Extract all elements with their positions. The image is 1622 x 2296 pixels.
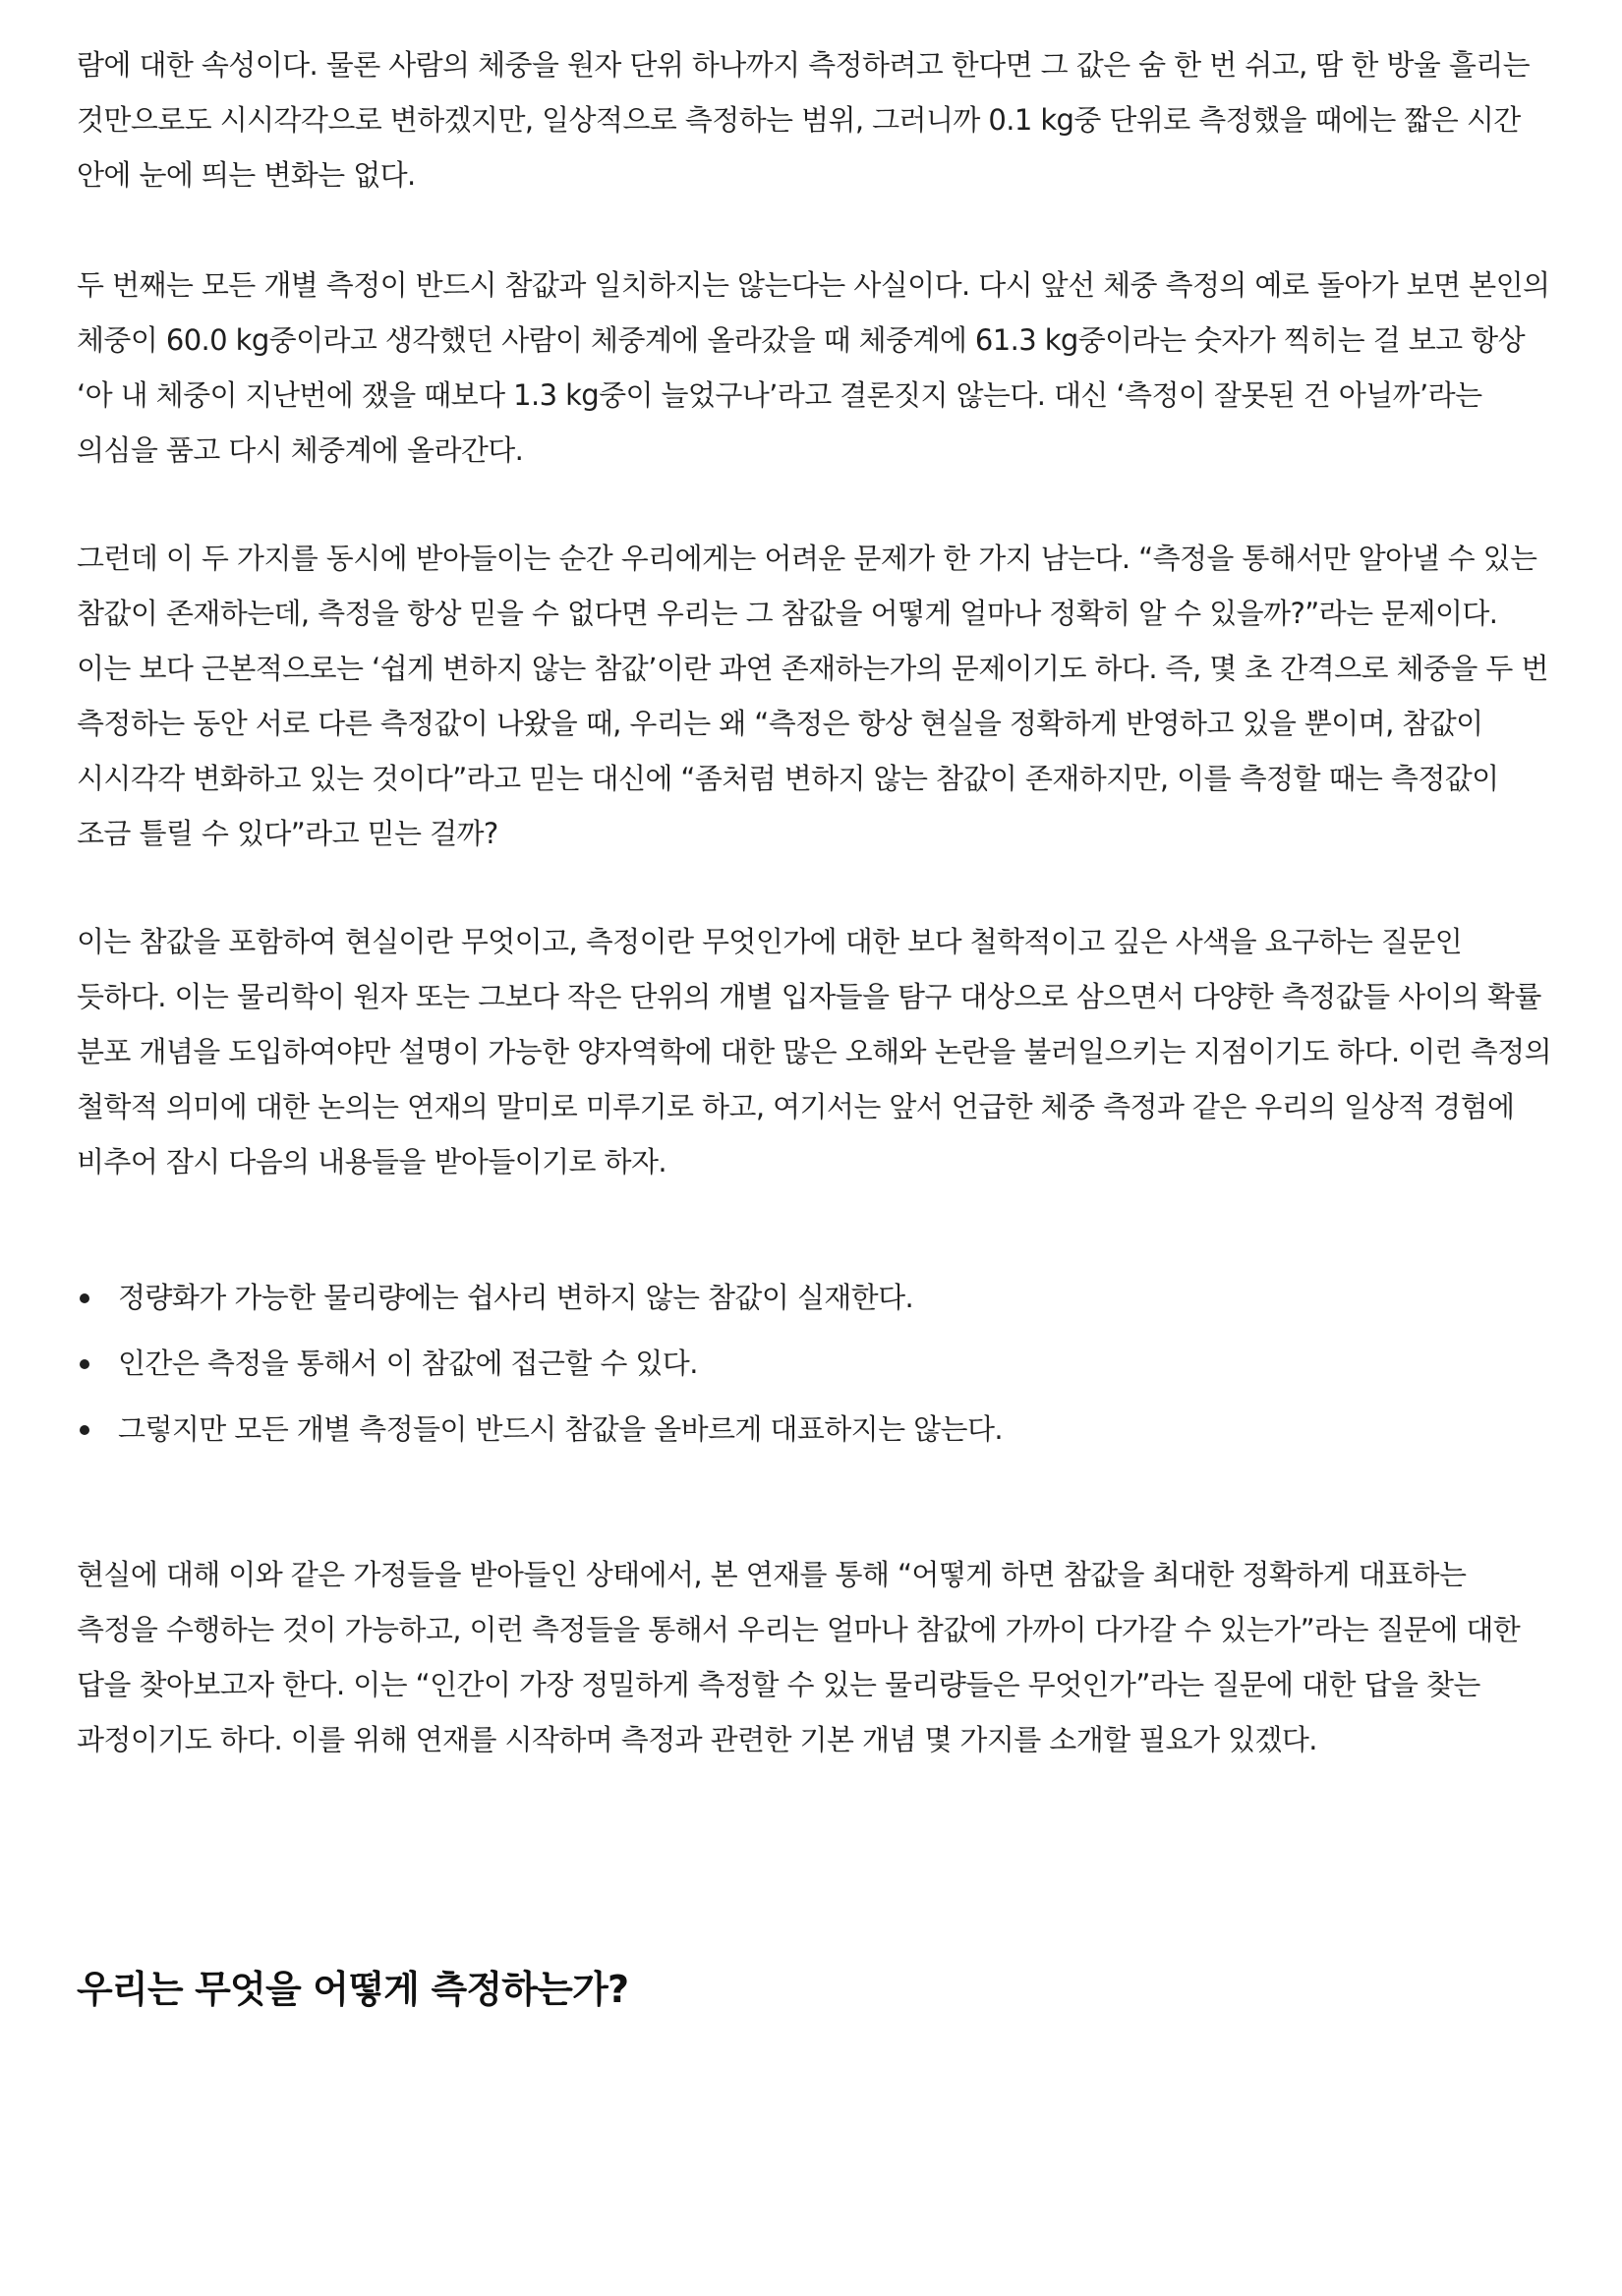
assumption-list xyxy=(77,1278,1551,1449)
list-item xyxy=(77,1344,1551,1383)
list-item-text: 그렇지만 모든 개별 측정들이 반드시 참값을 올바르게 대표하지는 않는다. xyxy=(118,1412,1003,1446)
closing-paragraph: 현실에 대해 이와 같은 가정들을 받아들인 상태에서, 본 연재를 통해 “어떻게 하면 참값을 최대한 정확하게 대표하는 측정을 수행하는 것이 가능하고, 이런 측정들을 통해서 우리는 얼마나 참값에 가까이 다가갈 수 있는가”라는 질문에 대한 답을 찾아보고자 한다. 이는 “인간이 가장 정밀하게 측정할 수 있는 물리량들은 무엇인가”라는 질문에 대한 답을 찾는 과정이기도 하다. 이를 위해 연재를 시작하며 측정과 관련한 기본 개념 몇 가지를 소개할 필요가 있겠다. xyxy=(77,1558,1521,1756)
article-body xyxy=(77,37,1551,2015)
list-item xyxy=(77,1409,1551,1449)
article-paragraph: 람에 대한 속성이다. 물론 사람의 체중을 원자 단위 하나까지 측정하려고 한다면 그 값은 숨 한 번 쉬고, 땀 한 방울 흘리는 것만으로도 시시각각으로 변하겠지만, 일상적으로 측정하는 범위, 그러니까 0.1 kg중 단위로 측정했을 때에는 짧은 시간 안에 눈에 띄는 변화는 없다. xyxy=(77,48,1531,192)
article-paragraph: 두 번째는 모든 개별 측정이 반드시 참값과 일치하지는 않는다는 사실이다. 다시 앞선 체중 측정의 예로 돌아가 보면 본인의 체중이 60.0 kg중이라고 생각했던 사람이 체중계에 올라갔을 때 체중계에 61.3 kg중이라는 숫자가 찍히는 걸 보고 항상 ‘아 내 체중이 지난번에 쟀을 때보다 1.3 kg중이 늘었구나’라고 결론짓지 않는다. 대신 ‘측정이 잘못된 건 아닐까’라는 의심을 품고 다시 체중계에 올라간다. xyxy=(77,268,1550,467)
bullet-icon xyxy=(80,1293,89,1303)
list-item xyxy=(77,1278,1551,1317)
bullet-icon xyxy=(80,1359,89,1369)
list-item-text: 인간은 측정을 통해서 이 참값에 접근할 수 있다. xyxy=(118,1347,698,1380)
section-heading: 우리는 무엇을 어떻게 측정하는가? xyxy=(77,1968,629,2011)
list-item-text: 정량화가 가능한 물리량에는 쉽사리 변하지 않는 참값이 실재한다. xyxy=(118,1281,914,1314)
article-paragraph: 이는 참값을 포함하여 현실이란 무엇이고, 측정이란 무엇인가에 대한 보다 철학적이고 깊은 사색을 요구하는 질문인 듯하다. 이는 물리학이 원자 또는 그보다 작은 단위의 개별 입자들을 탐구 대상으로 삼으면서 다양한 측정값들 사이의 확률 분포 개념을 도입하여야만 설명이 가능한 양자역학에 대한 많은 오해와 논란을 불러일으키는 지점이기도 하다. 이런 측정의 철학적 의미에 대한 논의는 연재의 말미로 미루기로 하고, 여기서는 앞서 언급한 체중 측정과 같은 우리의 일상적 경험에 비추어 잠시 다음의 내용들을 받아들이기로 하자. xyxy=(77,925,1551,1178)
article-paragraph: 그런데 이 두 가지를 동시에 받아들이는 순간 우리에게는 어려운 문제가 한 가지 남는다. “측정을 통해서만 알아낼 수 있는 참값이 존재하는데, 측정을 항상 믿을 수 없다면 우리는 그 참값을 어떻게 얼마나 정확히 알 수 있을까?”라는 문제이다. 이는 보다 근본적으로는 ‘쉽게 변하지 않는 참값’이란 과연 존재하는가의 문제이기도 하다. 즉, 몇 초 간격으로 체중을 두 번 측정하는 동안 서로 다른 측정값이 나왔을 때, 우리는 왜 “측정은 항상 현실을 정확하게 반영하고 있을 뿐이며, 참값이 시시각각 변화하고 있는 것이다”라고 믿는 대신에 “좀처럼 변하지 않는 참값이 존재하지만, 이를 측정할 때는 측정값이 조금 틀릴 수 있다”라고 믿는 걸까? xyxy=(77,542,1548,850)
bullet-icon xyxy=(80,1425,89,1435)
